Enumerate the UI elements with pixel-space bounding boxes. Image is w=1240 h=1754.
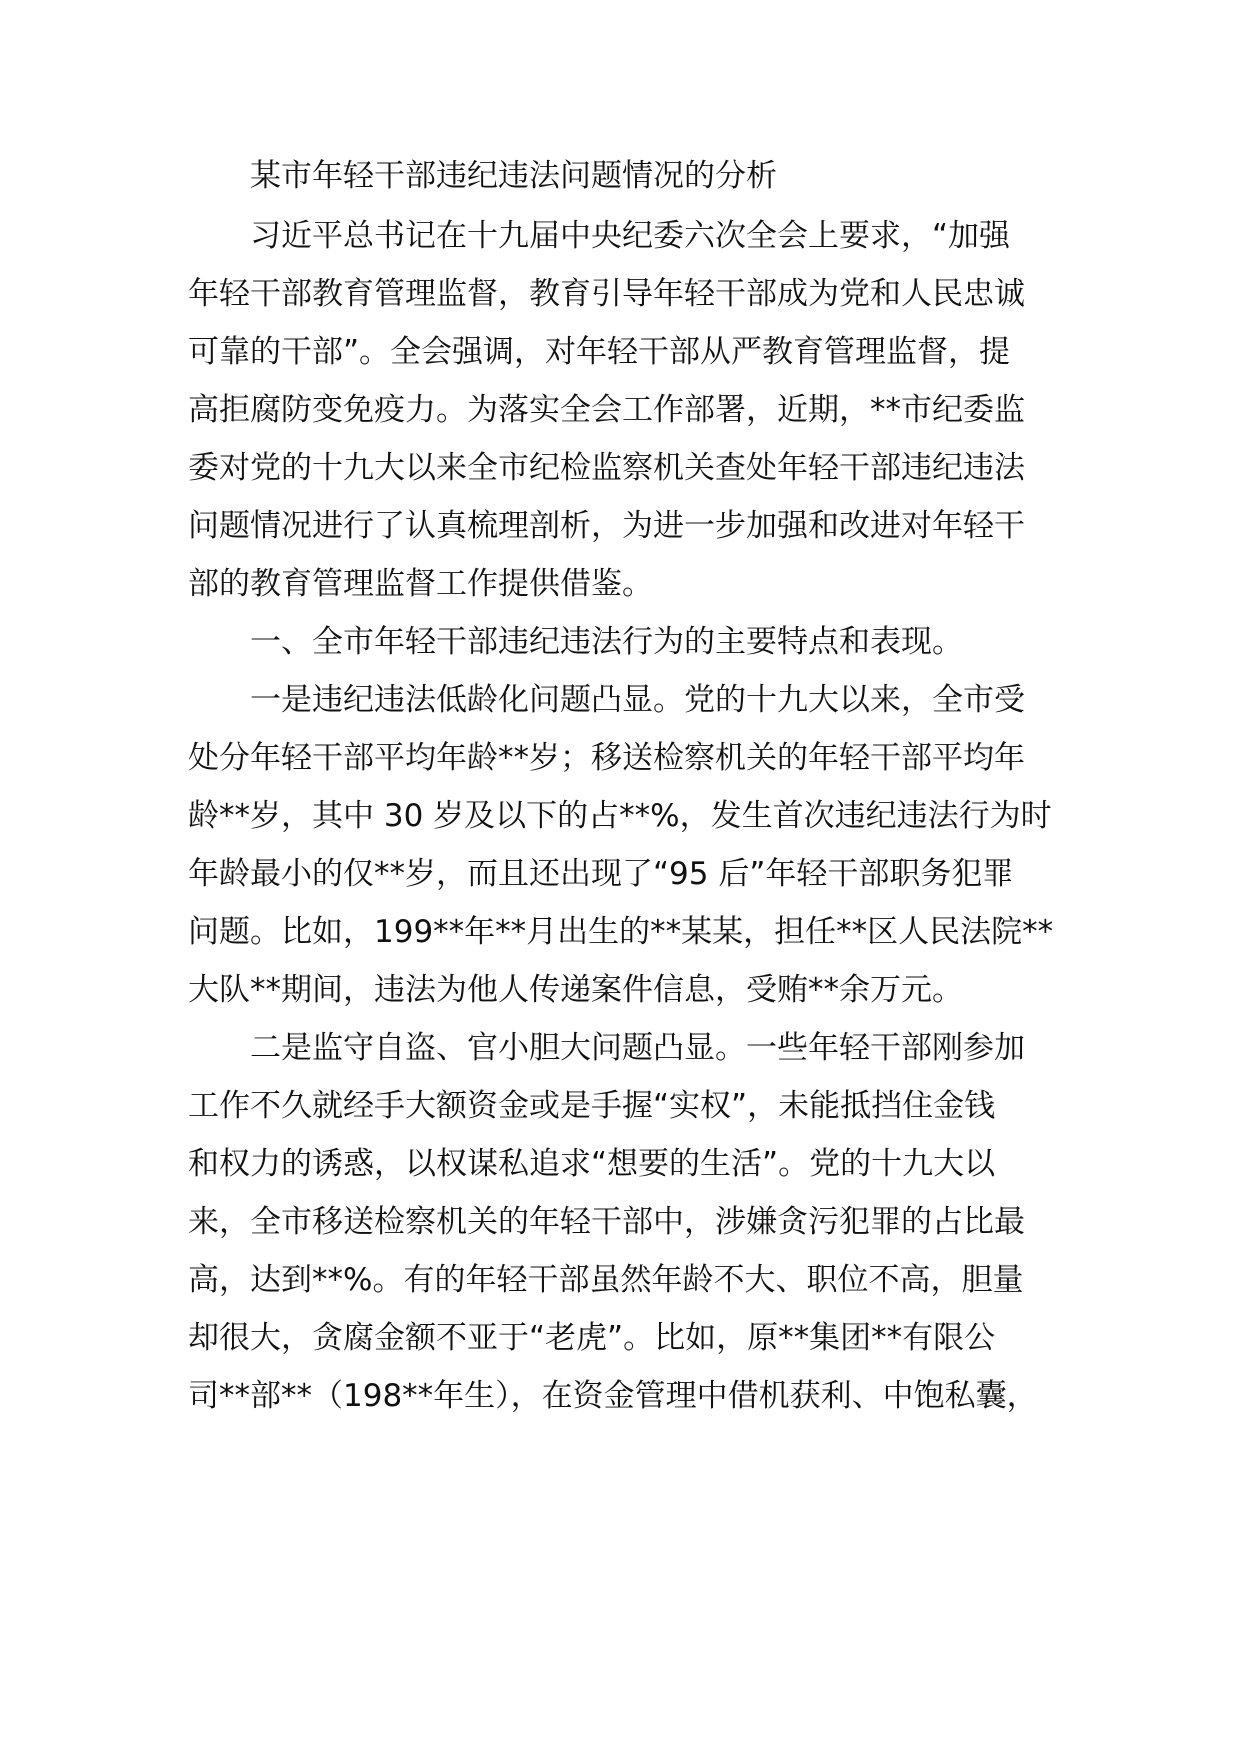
document-title: 某市年轻干部违纪违法问题情况的分析 — [250, 158, 777, 194]
paragraph-line: 问题情况进行了认真梳理剖析，为进一步加强和改进对年轻干 — [188, 508, 1025, 544]
paragraph-line: 和权力的诱惑，以权谋私追求“想要的生活”。党的十九大以 — [188, 1146, 996, 1182]
paragraph-line: 工作不久就经手大额资金或是手握“实权”，未能抵挡住金钱 — [188, 1088, 996, 1124]
paragraph-line: 一是违纪违法低龄化问题凸显。党的十九大以来，全市受 — [250, 682, 1025, 718]
section-heading: 一、全市年轻干部违纪违法行为的主要特点和表现。 — [250, 624, 963, 660]
paragraph-line: 处分年轻干部平均年龄**岁；移送检察机关的年轻干部平均年 — [188, 740, 1025, 776]
paragraph-line: 二是监守自盗、官小胆大问题凸显。一些年轻干部刚参加 — [250, 1030, 1025, 1066]
paragraph-line: 却很大，贪腐金额不亚于“老虎”。比如，原**集团**有限公 — [188, 1320, 996, 1356]
paragraph-line: 部的教育管理监督工作提供借鉴。 — [188, 566, 653, 602]
paragraph-line: 年龄最小的仅**岁，而且还出现了“95 后”年轻干部职务犯罪 — [188, 856, 1014, 892]
paragraph-line: 年轻干部教育管理监督，教育引导年轻干部成为党和人民忠诚 — [188, 276, 1025, 312]
paragraph-line: 龄**岁，其中 30 岁及以下的占**%，发生首次违纪违法行为时 — [188, 798, 1052, 834]
paragraph-line: 问题。比如，199**年**月出生的**某某，担任**区人民法院** — [188, 914, 1054, 950]
paragraph-line: 司**部**（198**年生），在资金管理中借机获利、中饱私囊， — [188, 1378, 1038, 1414]
paragraph-line: 高拒腐防变免疫力。为落实全会工作部署，近期，**市纪委监 — [188, 392, 1025, 428]
paragraph-line: 习近平总书记在十九届中央纪委六次全会上要求，“加强 — [250, 218, 1011, 254]
paragraph-line: 可靠的干部”。全会强调，对年轻干部从严教育管理监督，提 — [188, 334, 1011, 370]
paragraph-line: 高，达到**%。有的年轻干部虽然年龄不大、职位不高，胆量 — [188, 1262, 1024, 1298]
paragraph-line: 大队**期间，违法为他人传递案件信息，受贿**余万元。 — [188, 972, 963, 1008]
paragraph-line: 委对党的十九大以来全市纪检监察机关查处年轻干部违纪违法 — [188, 450, 1025, 486]
paragraph-line: 来，全市移送检察机关的年轻干部中，涉嫌贪污犯罪的占比最 — [188, 1204, 1025, 1240]
